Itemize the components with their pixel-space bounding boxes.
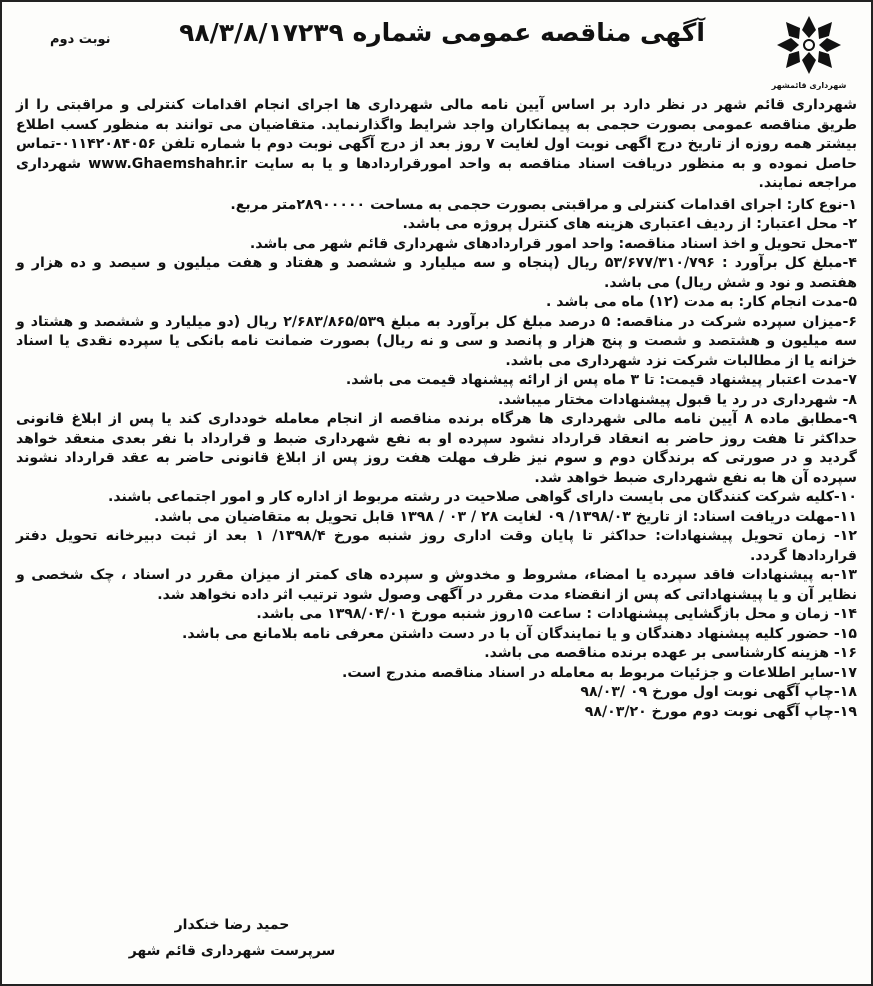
notice-title: آگهی مناقصه عمومی شماره ۹۸/۳/۸/۱۷۲۳۹ xyxy=(179,18,705,47)
condition-item-15: ۱۵- حضور کلیه پیشنهاد دهندگان و یا نمایندگان آن با در دست داشتن معرفی نامه بلامانع می باشد. xyxy=(181,625,857,642)
condition-item-14: ۱۴- زمان و محل بازگشایی پیشنهادات : ساعت ۱۵روز شنبه مورخ ۱۳۹۸/۰۴/۰۱ می باشد. xyxy=(256,606,857,622)
intro-text-end: شهرداری مراجعه نمایند. xyxy=(16,155,857,191)
website-link[interactable]: www.Ghaemshahr.ir xyxy=(88,155,248,172)
condition-item-16: ۱۶- هزینه کارشناسی بر عهده برنده مناقصه می باشد. xyxy=(484,645,857,661)
condition-item-3: ۳-محل تحویل و اخذ اسناد مناقصه: واحد امور قراردادهای شهرداری قائم شهر می باشد. xyxy=(249,235,857,252)
condition-item-6: ۶-میزان سپرده شرکت در مناقصه: ۵ درصد مبلغ کل برآورد به مبلغ ۲/۶۸۳/۸۶۵/۵۳۹ ریال (دو میلیارد و ششصد و هشتاد و سه میلیون و هشتصد و شصت و پنج هزار و پانصد و سی و نه ریال) بصورت ضمانت نامه بانکی یا سپرده نقدی یا اسناد خزانه یا از مطالبات شرکت نزد شهرداری می باشد. xyxy=(16,313,857,369)
condition-item-10: ۱۰-کلیه شرکت کنندگان می بایست دارای گواهی صلاحیت در رشته مربوط از اداره کار و امور اجتماعی باشند. xyxy=(107,489,857,505)
intro-text: شهرداری قائم شهر در نظر دارد بر اساس آیین نامه مالی شهرداری ها اجرای انجام اقدامات کنترلی و مراقبتی را از طریق مناقصه عمومی بصورت حجمی به پیمانکاران واجد شرایط واگذارنماید. متقاضیان می توانند به منظور کسب اطلاع بیشتر همه روزه از تاریخ درج اگهی نوبت اول لغایت ۷ روز بعد از درج آگهی نوبت دوم با شماره تلفن ۰۱۱۴۲۰۸۴۰۵۶-تماس حاصل نموده و به منظور دریافت اسناد مناقصه به واحد امورقراردادها و یا به سایت xyxy=(16,97,857,172)
signatory-role: سرپرست شهرداری قائم شهر xyxy=(128,943,336,959)
municipality-star-logo-icon xyxy=(769,12,849,78)
notice-header xyxy=(2,2,871,94)
condition-item-13: ۱۳-به پیشنهادات فاقد سپرده یا امضاء، مشروط و مخدوش و سپرده های کمتر از میزان مقرر در اسناد ، چک شخصی و نظایر آن و یا پیشنهاداتی که پس از انقضاء مدت مقرر در آگهی وصول شود ترتیب اثر داده نخواهد شد. xyxy=(16,567,857,603)
condition-item-11: ۱۱-مهلت دریافت اسناد: از تاریخ ۱۳۹۸/۰۳/ ۰۹ لغایت ۲۸ / ۰۳ / ۱۳۹۸ قابل تحویل به متقاضیان می باشد. xyxy=(154,508,857,525)
notice-body xyxy=(16,96,857,722)
signatory-name: حمید رضا خنکدار xyxy=(174,917,290,933)
edition-label: نوبت دوم xyxy=(50,32,111,47)
condition-item-8: ۸- شهرداری در رد یا قبول پیشنهادات مختار میباشد. xyxy=(498,391,857,408)
condition-item-5: ۵-مدت انجام کار: به مدت (۱۲) ماه می باشد . xyxy=(545,294,857,310)
condition-item-12: ۱۲- زمان تحویل پیشنهادات: حداکثر تا پایان وقت اداری روز شنبه مورخ ۱۳۹۸/۴/ ۱ بعد از ثبت دبیرخانه تحویل دفتر قراردادها گردد. xyxy=(16,528,857,564)
condition-item-4: ۴-مبلغ کل برآورد : ۵۳/۶۷۷/۳۱۰/۷۹۶ ریال (پنجاه و سه میلیارد و ششصد و هفتاد و هفت میلیون و سیصد و ده هزار و هفتصد و نود و شش ریال) می باشد. xyxy=(16,255,857,291)
intro-paragraph xyxy=(16,96,857,194)
logo-caption: شهرداری قائمشهر xyxy=(771,81,847,90)
signature-block xyxy=(122,912,342,964)
conditions-list xyxy=(16,196,857,723)
condition-item-2: ۲- محل اعتبار: از ردیف اعتباری هزینه های کنترل پروژه می باشد. xyxy=(402,216,857,232)
condition-item-9: ۹-مطابق ماده ۸ آیین نامه مالی شهرداری ها هرگاه برنده مناقصه از انجام معامله خودداری کند یا پس از ابلاغ قانونی حداکثر تا هفت روز حاضر به انعقاد قرارداد نشود سپرده او به نفع شهرداری ضبط و قرارداد با نفر بعدی منعقد خواهد گردید و در صورتی که برندگان دوم و سوم نیز ظرف مهلت هفت روز پس از ابلاغ قانونی حاضر به عقد قرارداد نشوند سپرده آن ها به نفع شهرداری ضبط خواهد شد. xyxy=(16,411,858,486)
condition-item-18: ۱۸-چاپ آگهی نوبت اول مورخ ۰۹ /۹۸/۰۳ xyxy=(580,684,857,700)
condition-item-1: ۱-نوع کار: اجرای اقدامات کنترلی و مراقبتی بصورت حجمی به مساحت ۲۸۹۰۰۰۰۰متر مربع. xyxy=(230,196,857,213)
municipality-logo xyxy=(769,12,849,88)
condition-item-17: ۱۷-سایر اطلاعات و جزئیات مربوط به معامله در اسناد مناقصه مندرج است. xyxy=(341,664,857,681)
condition-item-7: ۷-مدت اعتبار پیشنهاد قیمت: تا ۳ ماه پس از ارائه پیشنهاد قیمت می باشد. xyxy=(345,372,857,388)
condition-item-19: ۱۹-چاپ آگهی نوبت دوم مورخ ۹۸/۰۳/۲۰ xyxy=(584,703,857,720)
